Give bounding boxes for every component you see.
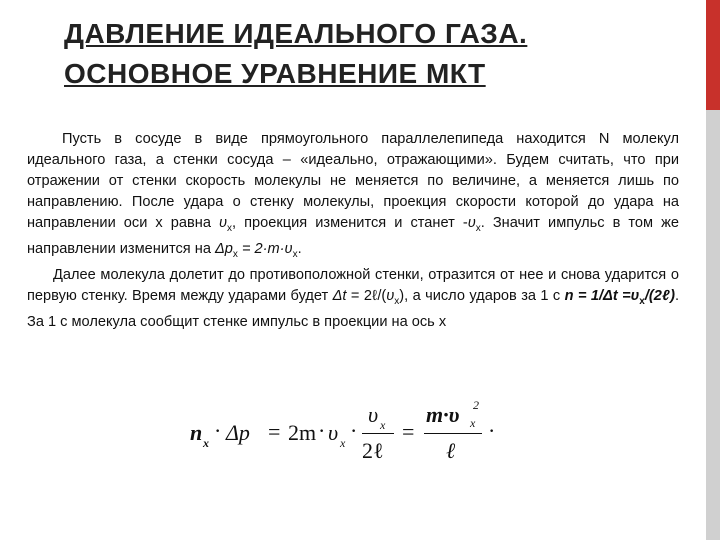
p1-dp: Δp (215, 240, 233, 257)
p1-v2: υ (467, 215, 476, 231)
paragraph-2 (27, 265, 679, 333)
formula-n: n (190, 420, 203, 445)
formula-dot-3: · (350, 418, 358, 443)
p2-n-eq: n = 1/Δt = (564, 287, 631, 304)
p2-dt: Δt (332, 287, 347, 304)
formula-eq-2: = (402, 419, 415, 444)
p1-v1: υ (219, 215, 228, 231)
formula-frac2-num-sub: x (470, 416, 476, 430)
p1-minus: - (462, 215, 468, 231)
p1-v3: υ (284, 240, 293, 257)
slide-body (27, 129, 679, 333)
p1-dp-sub: x (232, 248, 238, 260)
p1-text-1: Пусть в сосуде в виде прямоугольного параллелепипеда находится N молекул идеального газа, а стенки сосуда – «идеально, отражающими». Будем считать, что при отражении от стенки скорость молекулы не меняется по величине, а меняется лишь по направлению. После удара о стенку молекулы, проекция скорости которой до удара на направлении оси x равна (27, 131, 679, 231)
formula-2m: 2m (288, 420, 317, 445)
p1-v3-sub: x (292, 248, 298, 260)
p2-text-4: . За 1 с молекула сообщит стенке импульс в проекции на ось x (27, 287, 679, 330)
p1-text-2: , проекция изменится и станет (232, 215, 463, 231)
title-line-1: ДАВЛЕНИЕ ИДЕАЛЬНОГО ГАЗА. (64, 18, 528, 49)
p2-v2: υ (630, 287, 640, 304)
formula-n-sub: x (203, 436, 209, 450)
title-line-2: ОСНОВНОЕ УРАВНЕНИЕ МКТ (64, 58, 486, 89)
p1-text-3: . Значит импульс в том же направлении изменится на (27, 215, 680, 257)
momentum-formula (190, 398, 530, 472)
p2-v1: υ (386, 287, 395, 304)
formula-dot-1: · (214, 418, 222, 443)
formula-trailing-dot: · (488, 418, 496, 443)
formula-frac1-bar (362, 433, 394, 434)
p2-text-1: Далее молекула долетит до противоположной стенки, отразится от нее и снова ударится о первую стенку. Время между ударами будет (27, 266, 679, 304)
formula-frac2-num-sup: 2 (473, 398, 479, 412)
p2-n-rest: /(2ℓ) (644, 287, 675, 304)
formula-frac1-num: υ (368, 402, 379, 427)
formula-v: υ (328, 420, 339, 445)
p2-text-3: ), а число ударов за 1 с (399, 287, 565, 304)
formula-frac1-num-sub: x (380, 418, 386, 432)
p1-text-4: . (297, 240, 302, 257)
formula-frac2-bar (424, 433, 482, 434)
formula-frac1-den: 2ℓ (362, 438, 384, 463)
formula-dot-2: · (318, 418, 326, 443)
formula-frac2-num: m·υ (426, 402, 460, 427)
p2-v1-sub: x (394, 295, 400, 307)
slide-title (64, 14, 684, 94)
p2-v2-sub: x (639, 295, 645, 307)
p1-v2-sub: x (475, 222, 481, 234)
formula-eq-1: = (268, 419, 281, 444)
side-bar-accent (706, 0, 720, 110)
p1-v1-sub: x (227, 222, 233, 234)
paragraph-1 (27, 129, 679, 265)
formula-dp: Δp (226, 420, 250, 445)
p1-eq: = 2·m· (237, 240, 285, 257)
formula-v-sub: x (340, 436, 346, 450)
p2-text-2: = 2ℓ/( (346, 287, 387, 304)
formula-frac2-den: ℓ (446, 438, 456, 463)
